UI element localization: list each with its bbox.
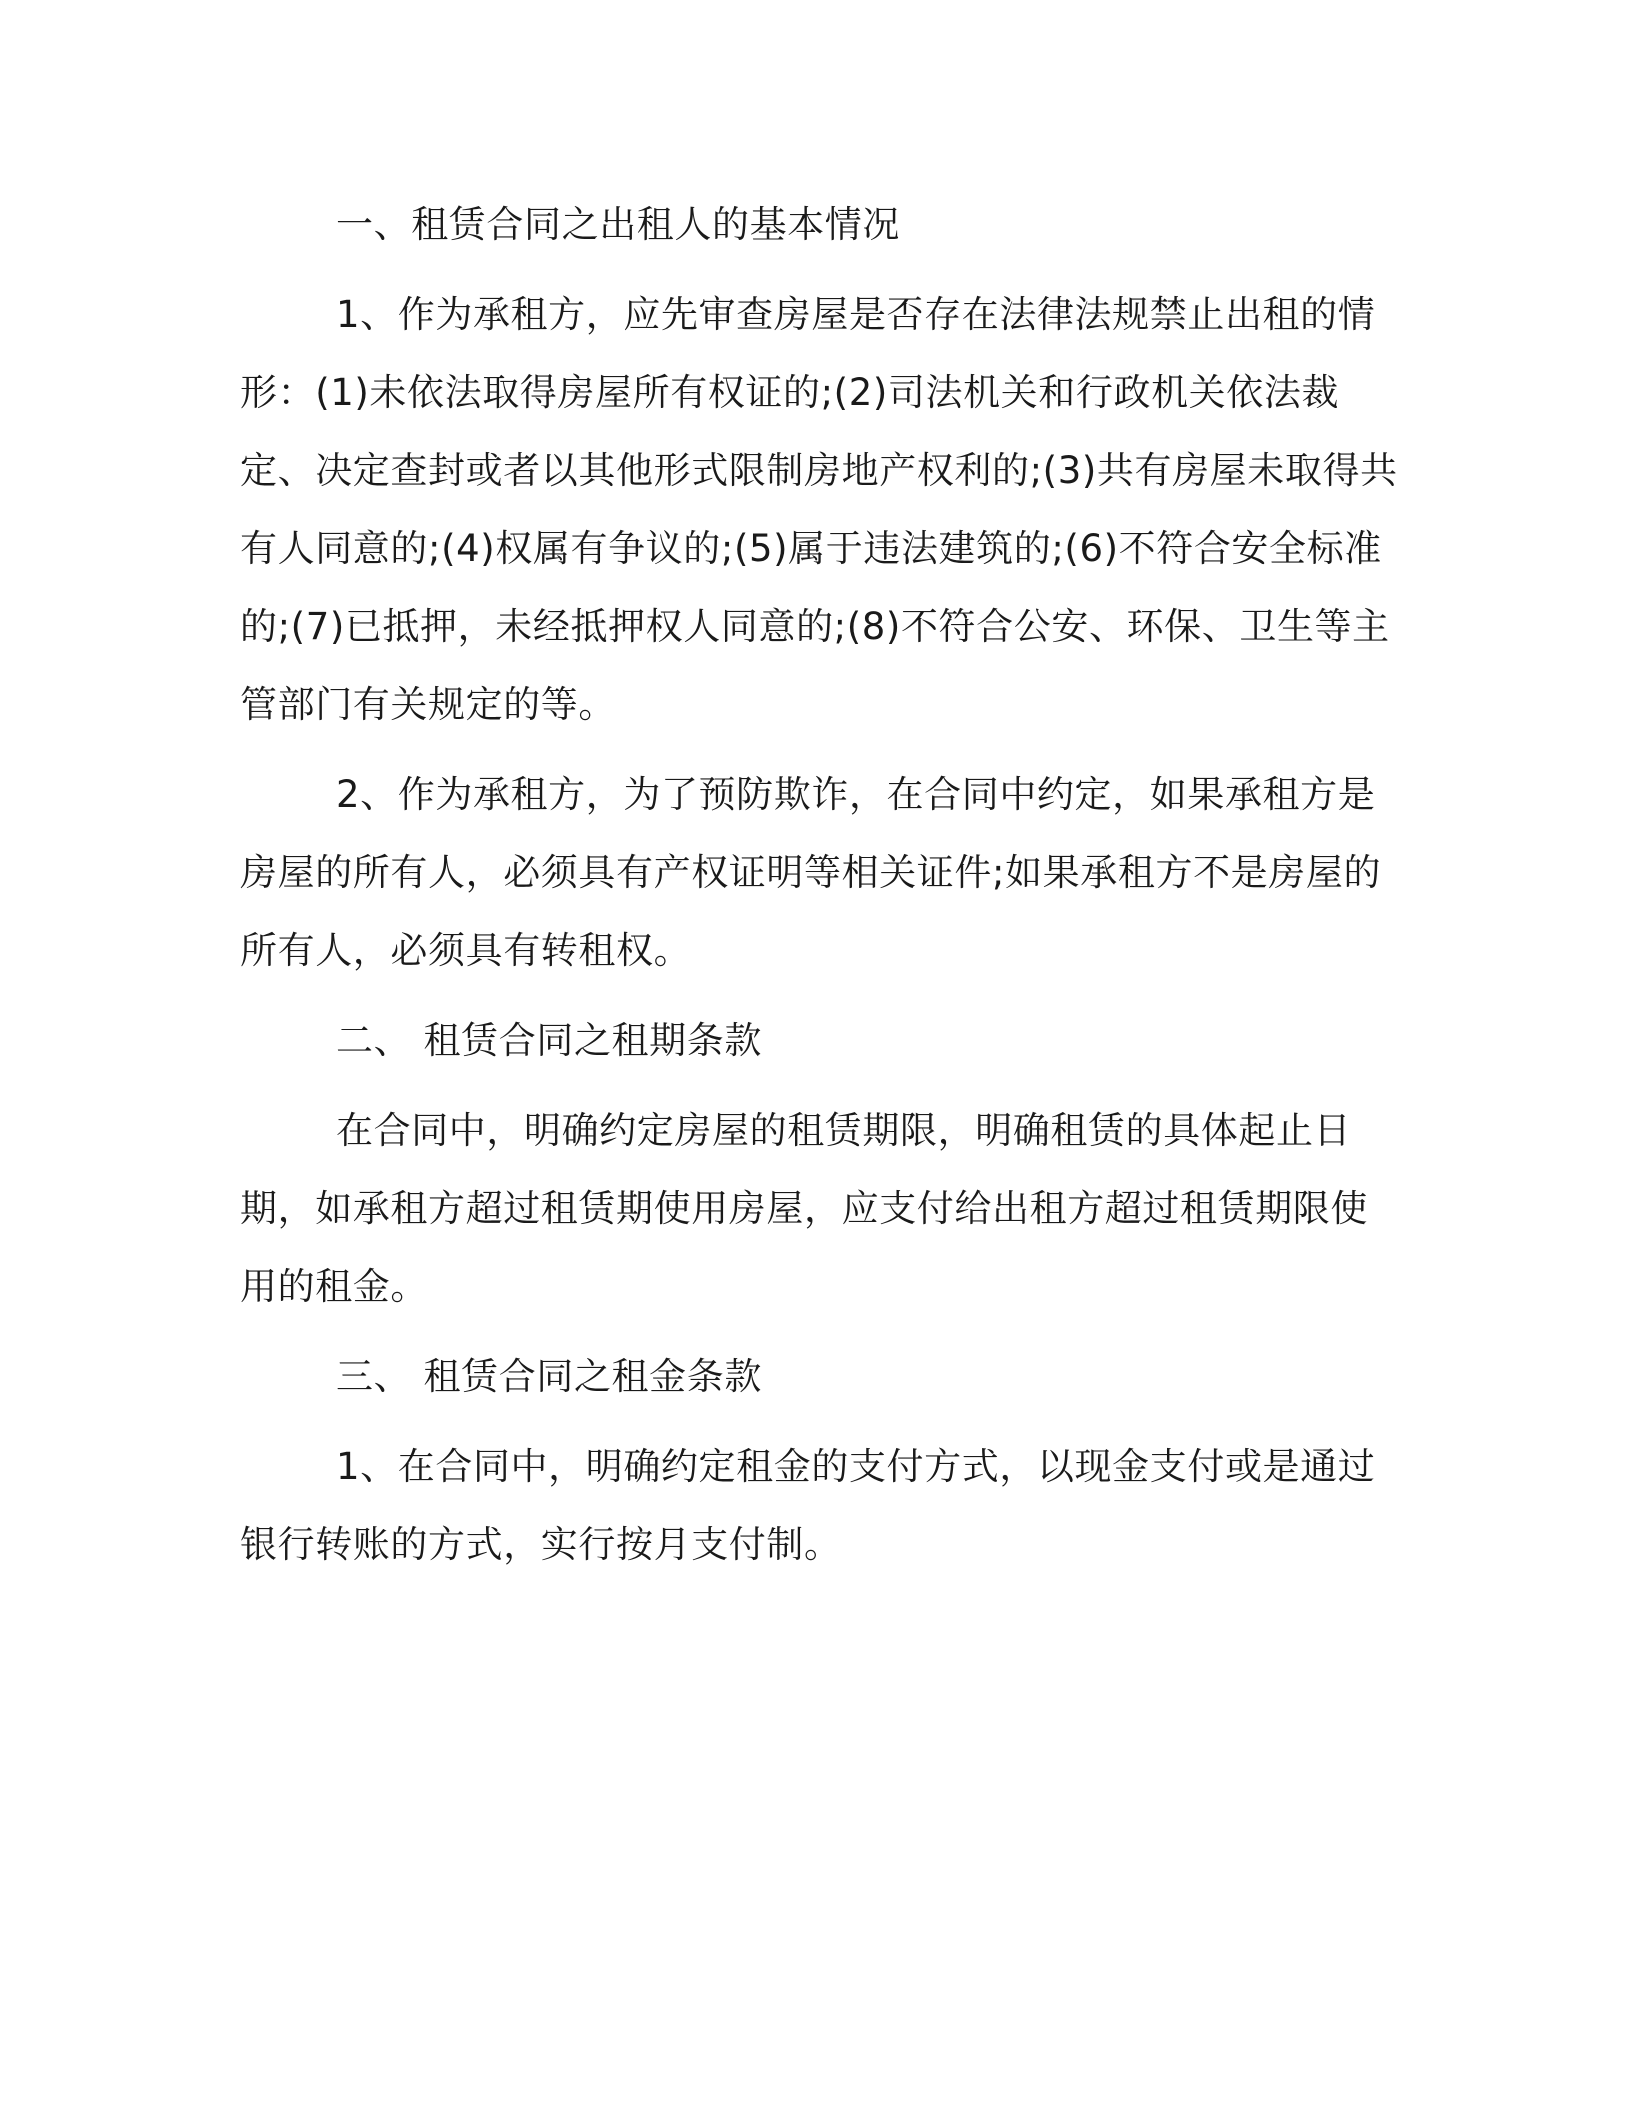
section-2-paragraph-1: 在合同中，明确约定房屋的租赁期限，明确租赁的具体起止日期，如承租方超过租赁期使用房屋，应支付给出租方超过租赁期限使用的租金。 [240,1109,1368,1308]
section-heading-2: 二、 租赁合同之租期条款 [336,1019,762,1062]
document-body [240,186,1400,1596]
section-heading-1: 一、租赁合同之出租人的基本情况 [336,203,900,246]
section-1-paragraph-1: 1、作为承租方，应先审查房屋是否存在法律法规禁止出租的情形：(1)未依法取得房屋所有权证的;(2)司法机关和行政机关依法裁定、决定查封或者以其他形式限制房地产权利的;(3)共有房屋未取得共有人同意的;(4)权属有争议的;(5)属于违法建筑的;(6)不符合安全标准的;(7)已抵押，未经抵押权人同意的;(8)不符合公安、环保、卫生等主管部门有关规定的等。 [240,293,1398,726]
section-heading-3: 三、 租赁合同之租金条款 [336,1355,762,1398]
section-1-paragraph-2: 2、作为承租方，为了预防欺诈，在合同中约定，如果承租方是房屋的所有人，必须具有产权证明等相关证件;如果承租方不是房屋的所有人，必须具有转租权。 [240,773,1382,972]
section-3-paragraph-1: 1、在合同中，明确约定租金的支付方式，以现金支付或是通过银行转账的方式，实行按月支付制。 [240,1445,1376,1566]
